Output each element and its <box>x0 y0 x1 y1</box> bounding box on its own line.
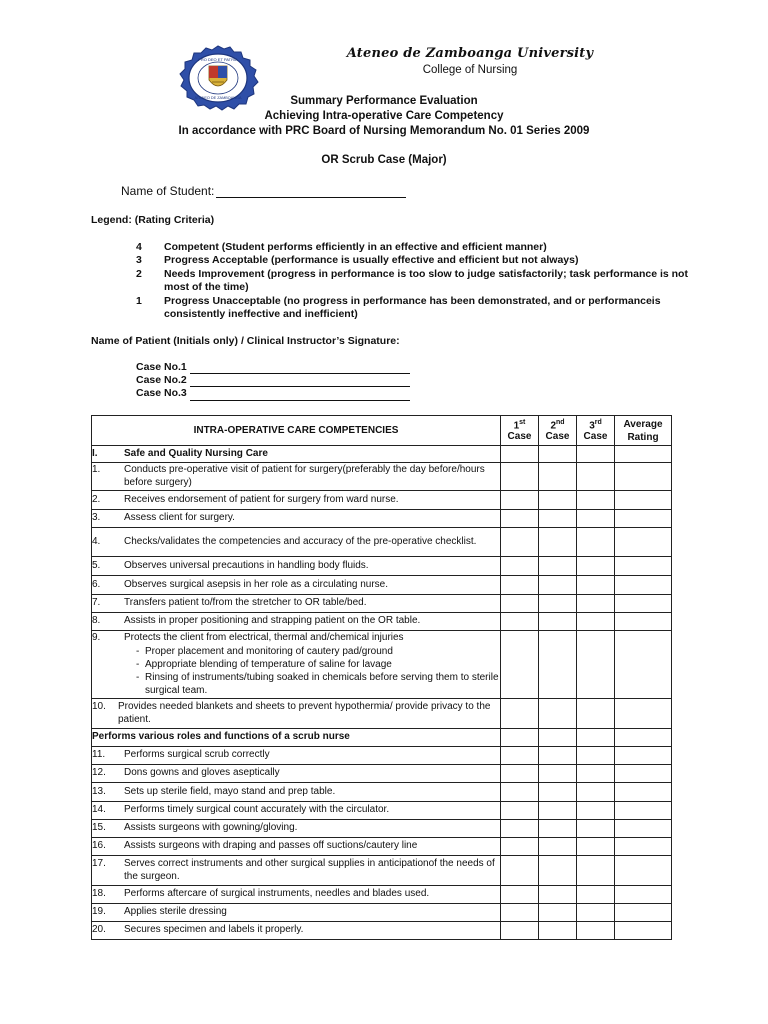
item-text: Conducts pre-operative visit of patient for surgery(preferably the day before/hours before surgery) <box>124 464 485 488</box>
item-number: 2. <box>92 493 101 505</box>
legend-item-number: 2 <box>136 267 142 280</box>
item-text: Receives endorsement of patient for surgery from ward nurse. <box>124 493 399 505</box>
case-line <box>136 374 410 387</box>
table-row <box>92 886 672 904</box>
case-line <box>136 361 410 374</box>
rating-cell[interactable] <box>501 491 539 510</box>
legend-item-number: 4 <box>136 241 142 253</box>
average-cell[interactable] <box>615 922 672 940</box>
table-row <box>92 557 672 576</box>
rating-cell[interactable] <box>539 595 577 613</box>
rating-cell[interactable] <box>501 802 539 820</box>
average-cell[interactable] <box>615 765 672 783</box>
sub-item: - Appropriate blending of temperature of saline for lavage <box>136 658 392 670</box>
table-row <box>92 904 672 922</box>
average-cell[interactable] <box>615 595 672 613</box>
item-text: Applies sterile dressing <box>124 906 227 918</box>
legend-item-number: 3 <box>136 254 142 267</box>
section-title: Safe and Quality Nursing Care <box>124 447 268 459</box>
title-line-2: Achieving Intra-operative Care Competency <box>264 110 504 122</box>
document-header <box>280 46 660 76</box>
competencies-table <box>91 415 672 940</box>
table-row <box>92 802 672 820</box>
rating-cell[interactable] <box>539 783 577 802</box>
item-text: Assists surgeons with gowning/gloving. <box>124 822 298 834</box>
rating-cell[interactable] <box>501 904 539 922</box>
item-text: Assists in proper positioning and strapping patient on the OR table. <box>124 615 421 627</box>
rating-cell[interactable] <box>539 576 577 595</box>
item-text: Observes surgical asepsis in her role as a circulating nurse. <box>124 578 389 590</box>
table-row <box>92 747 672 765</box>
item-number: 11. <box>92 749 106 761</box>
rating-cell[interactable] <box>501 576 539 595</box>
average-cell[interactable] <box>615 446 672 463</box>
rating-cell[interactable] <box>577 729 615 747</box>
legend-item <box>136 295 696 322</box>
rating-cell[interactable] <box>501 856 539 886</box>
table-row <box>92 922 672 940</box>
item-number: 1. <box>92 464 101 476</box>
header-case-2: 2nd Case <box>539 416 577 446</box>
rating-cell[interactable] <box>577 613 615 631</box>
average-cell[interactable] <box>615 886 672 904</box>
rating-cell[interactable] <box>539 446 577 463</box>
header-case-3: 3rd Case <box>577 416 615 446</box>
item-number: 10. <box>92 701 106 713</box>
item-number: 3. <box>92 512 101 524</box>
legend-item-text: Progress Acceptable (performance is usually effective and efficient but not always) <box>164 254 579 267</box>
case-type-title: OR Scrub Case (Major) <box>321 154 447 166</box>
item-text: Provides needed blankets and sheets to prevent hypothermia/ provide privacy to the patient. <box>118 701 491 725</box>
section-number: I. <box>92 447 98 459</box>
sub-item-list <box>136 645 500 697</box>
rating-cell[interactable] <box>577 765 615 783</box>
average-cell[interactable] <box>615 631 672 699</box>
table-row <box>92 491 672 510</box>
case-signature-field[interactable] <box>190 376 410 387</box>
item-number: 16. <box>92 840 106 852</box>
item-number: 8. <box>92 615 101 627</box>
average-cell[interactable] <box>615 613 672 631</box>
rating-cell[interactable] <box>501 765 539 783</box>
legend-item-text: Progress Unacceptable (no progress in performance has been demonstrated, and or performanceis consistently ineffective and inefficient) <box>164 294 661 321</box>
sub-item-text: Appropriate blending of temperature of saline for lavage <box>145 658 392 670</box>
rating-cell[interactable] <box>577 886 615 904</box>
rating-cell[interactable] <box>501 613 539 631</box>
rating-cell[interactable] <box>539 886 577 904</box>
item-text: Protects the client from electrical, thermal and/chemical injuries <box>124 632 404 644</box>
rating-cell[interactable] <box>577 463 615 491</box>
rating-cell[interactable] <box>501 838 539 856</box>
rating-cell[interactable] <box>501 557 539 576</box>
average-cell[interactable] <box>615 856 672 886</box>
table-row <box>92 856 672 886</box>
table-row <box>92 528 672 557</box>
section-row <box>92 446 672 463</box>
rating-cell[interactable] <box>577 557 615 576</box>
college-name: College of Nursing <box>422 64 518 76</box>
average-cell[interactable] <box>615 510 672 528</box>
table-row <box>92 463 672 491</box>
sub-item: - Proper placement and monitoring of cautery pad/ground <box>136 645 393 657</box>
table-row <box>92 699 672 729</box>
legend-item <box>136 254 696 267</box>
table-header-row <box>92 416 672 446</box>
item-number: 4. <box>92 535 101 547</box>
average-cell[interactable] <box>615 802 672 820</box>
rating-cell[interactable] <box>577 802 615 820</box>
rating-cell[interactable] <box>501 820 539 838</box>
table-row <box>92 820 672 838</box>
rating-cell[interactable] <box>577 856 615 886</box>
rating-cell[interactable] <box>577 631 615 699</box>
rating-cell[interactable] <box>577 820 615 838</box>
case-label: Case No.1 <box>136 361 187 373</box>
average-cell[interactable] <box>615 557 672 576</box>
rating-cell[interactable] <box>577 595 615 613</box>
average-cell[interactable] <box>615 491 672 510</box>
rating-cell[interactable] <box>577 510 615 528</box>
rating-cell[interactable] <box>577 922 615 940</box>
rating-cell[interactable] <box>539 747 577 765</box>
average-cell[interactable] <box>615 820 672 838</box>
item-text: Assess client for surgery. <box>124 512 235 524</box>
rating-cell[interactable] <box>501 631 539 699</box>
title-line-1: Summary Performance Evaluation <box>290 95 478 107</box>
item-number: 18. <box>92 888 106 900</box>
seal-shield <box>209 66 227 86</box>
rating-cell[interactable] <box>539 802 577 820</box>
rating-cell[interactable] <box>539 557 577 576</box>
item-text: Performs surgical scrub correctly <box>124 749 270 761</box>
item-text: Sets up sterile field, mayo stand and prep table. <box>124 785 336 797</box>
case-label: Case No.3 <box>136 387 187 400</box>
table-row <box>92 576 672 595</box>
rating-cell[interactable] <box>577 446 615 463</box>
rating-cell[interactable] <box>501 729 539 747</box>
legend-item-text: Competent (Student performs efficiently in an effective and efficient manner) <box>164 241 547 253</box>
university-name: Ateneo de Zamboanga University <box>346 46 594 61</box>
rating-cell[interactable] <box>577 491 615 510</box>
seal-text-bottom: ATENEO DE ZAMBOANGA <box>194 96 242 100</box>
rating-cell[interactable] <box>539 820 577 838</box>
section-title: Performs various roles and functions of a scrub nurse <box>92 731 350 743</box>
average-cell[interactable] <box>615 729 672 747</box>
rating-cell[interactable] <box>539 904 577 922</box>
average-cell[interactable] <box>615 463 672 491</box>
rating-cell[interactable] <box>501 747 539 765</box>
rating-cell[interactable] <box>501 463 539 491</box>
average-cell[interactable] <box>615 838 672 856</box>
rating-cell[interactable] <box>501 528 539 557</box>
item-text: Secures specimen and labels it properly. <box>124 924 304 936</box>
rating-cell[interactable] <box>501 699 539 729</box>
item-number: 17. <box>92 858 106 870</box>
rating-cell[interactable] <box>539 922 577 940</box>
table-row <box>92 765 672 783</box>
sub-item-text: Rinsing of instruments/tubing soaked in chemicals before serving them to sterile surgical team. <box>145 671 499 696</box>
header-competencies: INTRA-OPERATIVE CARE COMPETENCIES <box>92 416 501 446</box>
item-text: Observes universal precautions in handling body fluids. <box>124 559 369 571</box>
legend-list <box>136 241 696 321</box>
table-row <box>92 595 672 613</box>
document-title-block <box>60 94 708 139</box>
header-case-1: 1st Case <box>501 416 539 446</box>
rating-cell[interactable] <box>501 922 539 940</box>
rating-cell[interactable] <box>577 747 615 765</box>
title-line-3: In accordance with PRC Board of Nursing Memorandum No. 01 Series 2009 <box>178 125 590 137</box>
item-number: 19. <box>92 906 106 918</box>
case-signature-field[interactable] <box>190 390 410 401</box>
rating-cell[interactable] <box>539 838 577 856</box>
rating-cell[interactable] <box>501 886 539 904</box>
case-signature-field[interactable] <box>190 363 410 374</box>
header-average-rating: Average Rating <box>615 416 672 446</box>
item-number: 15. <box>92 822 106 834</box>
average-cell[interactable] <box>615 576 672 595</box>
patient-section-title: Name of Patient (Initials only) / Clinical Instructor’s Signature: <box>91 335 400 347</box>
rating-cell[interactable] <box>577 838 615 856</box>
rating-cell[interactable] <box>501 510 539 528</box>
rating-cell[interactable] <box>577 783 615 802</box>
table-row <box>92 838 672 856</box>
legend-item <box>136 241 696 254</box>
rating-cell[interactable] <box>577 699 615 729</box>
case-signature-lines <box>136 361 410 401</box>
rating-cell[interactable] <box>539 613 577 631</box>
rating-cell[interactable] <box>539 463 577 491</box>
rating-cell[interactable] <box>577 576 615 595</box>
seal-text-top: PRO DEO ET PATRIA <box>198 57 238 62</box>
average-cell[interactable] <box>615 699 672 729</box>
rating-cell[interactable] <box>539 528 577 557</box>
rating-cell[interactable] <box>539 856 577 886</box>
item-text: Performs aftercare of surgical instruments, needles and blades used. <box>124 888 430 900</box>
item-text: Performs timely surgical count accurately with the circulator. <box>124 804 390 816</box>
item-number: 7. <box>92 597 101 609</box>
table-row <box>92 613 672 631</box>
item-text: Dons gowns and gloves aseptically <box>124 767 280 779</box>
legend-item <box>136 268 696 295</box>
section-row <box>92 729 672 747</box>
rating-cell[interactable] <box>501 595 539 613</box>
item-text: Assists surgeons with draping and passes off suctions/cautery line <box>124 840 418 852</box>
average-cell[interactable] <box>615 783 672 802</box>
student-name-line[interactable] <box>216 185 406 198</box>
table-row <box>92 510 672 528</box>
legend-item-number: 1 <box>136 294 142 307</box>
item-number: 5. <box>92 559 101 571</box>
item-number: 20. <box>92 924 106 936</box>
legend-title: Legend: (Rating Criteria) <box>91 214 215 226</box>
rating-cell[interactable] <box>539 729 577 747</box>
student-name-field <box>121 184 406 198</box>
student-name-label: Name of Student: <box>121 184 215 198</box>
item-number: 14. <box>92 804 106 816</box>
rating-cell[interactable] <box>539 631 577 699</box>
average-cell[interactable] <box>615 528 672 557</box>
sub-item: - Rinsing of instruments/tubing soaked in chemicals before serving them to sterile surgical team. <box>136 671 499 696</box>
rating-cell[interactable] <box>501 446 539 463</box>
rating-cell[interactable] <box>539 491 577 510</box>
sub-item-text: Proper placement and monitoring of cautery pad/ground <box>145 645 393 657</box>
table-row <box>92 783 672 802</box>
item-number: 12. <box>92 767 106 779</box>
legend-item-text: Needs Improvement (progress in performance is too slow to judge satisfactorily; task performance is not most of the time) <box>164 267 688 294</box>
rating-cell[interactable] <box>539 699 577 729</box>
average-cell[interactable] <box>615 747 672 765</box>
item-text: Checks/validates the competencies and accuracy of the pre-operative checklist. <box>124 535 477 547</box>
case-label: Case No.2 <box>136 374 187 387</box>
rating-cell[interactable] <box>577 528 615 557</box>
rating-cell[interactable] <box>539 765 577 783</box>
case-line <box>136 387 410 400</box>
rating-cell[interactable] <box>539 510 577 528</box>
item-text: Transfers patient to/from the stretcher to OR table/bed. <box>124 597 367 609</box>
item-number: 13. <box>92 785 106 797</box>
table-row <box>92 631 672 699</box>
item-number: 9. <box>92 632 101 644</box>
average-cell[interactable] <box>615 904 672 922</box>
rating-cell[interactable] <box>501 783 539 802</box>
item-text: Serves correct instruments and other surgical supplies in anticipationof the needs of the surgeon. <box>124 858 495 882</box>
rating-cell[interactable] <box>577 904 615 922</box>
item-number: 6. <box>92 578 101 590</box>
